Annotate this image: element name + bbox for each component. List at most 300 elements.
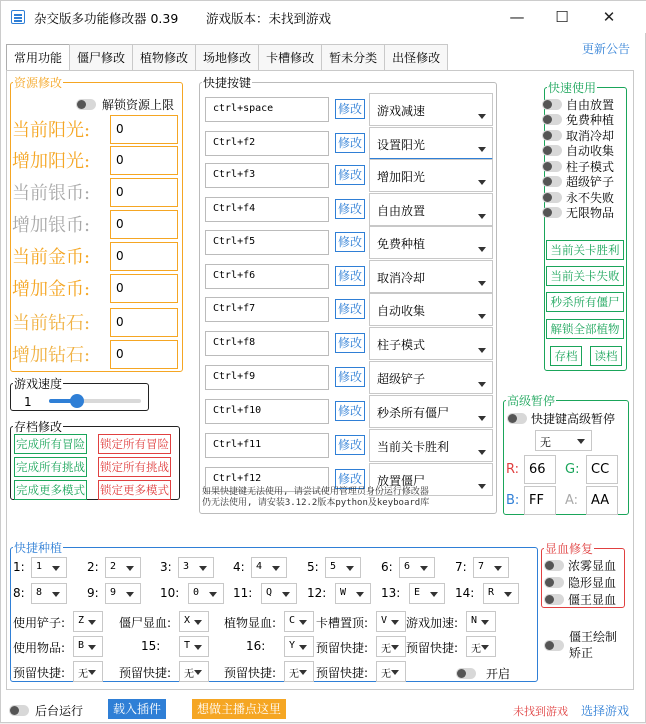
current-silver-input[interactable]: 0	[110, 178, 178, 207]
color-label-g: G:	[565, 462, 580, 477]
toggle-switch[interactable]	[544, 640, 564, 651]
select-value: Q	[266, 587, 273, 598]
hotkey-input[interactable]: Ctrl+f10	[205, 399, 329, 424]
select-value: X	[184, 615, 191, 626]
toggle-switch[interactable]	[542, 207, 562, 218]
chevron-down-icon	[88, 645, 96, 650]
color-label-r: R:	[506, 462, 520, 477]
select-value: 2	[110, 561, 117, 572]
boss-draw-fix-toggle[interactable]	[544, 629, 617, 661]
select-value: 5	[330, 561, 337, 572]
plant-key-select[interactable]	[105, 583, 141, 604]
hotkey-input[interactable]: ctrl+space	[205, 97, 329, 122]
hotkey-note-line: 仍无法使用, 请安装3.12.2版本python及keyboard库	[202, 498, 430, 508]
chevron-down-icon	[478, 214, 486, 219]
plant-key-label: 12:	[307, 586, 327, 600]
tab-uncategorized[interactable]: 暂未分类	[321, 44, 385, 70]
chevron-down-icon	[52, 592, 60, 597]
plant-key-label: 预留快捷:	[316, 641, 369, 655]
fail-level-button[interactable]: 当前关卡失败	[546, 266, 624, 286]
speed-slider-thumb[interactable]	[70, 394, 84, 408]
quick-toggle-item[interactable]	[542, 97, 614, 111]
color-label-b: B:	[506, 493, 520, 508]
archive-legend: 存档修改	[14, 420, 63, 434]
speed-slider-track[interactable]	[49, 399, 141, 403]
chevron-down-icon	[209, 592, 217, 597]
blood-toggle-label: 浓雾显血	[568, 558, 617, 573]
quick-use-legend: 快速使用	[548, 81, 597, 95]
app-icon	[11, 10, 25, 24]
title-bar	[1, 1, 646, 33]
game-version: 游戏版本：未找到游戏	[206, 11, 332, 26]
hotkey-action-select[interactable]	[369, 429, 493, 462]
maximize-button[interactable]: ☐	[555, 8, 569, 26]
chevron-down-icon	[299, 620, 307, 625]
game-not-found-status: 未找到游戏	[513, 705, 568, 718]
plant-key-select[interactable]	[335, 583, 371, 604]
resource-row	[12, 178, 178, 206]
chevron-down-icon	[88, 670, 96, 675]
plant-key-label: 15:	[141, 639, 161, 653]
hotkey-legend: 快捷按键	[203, 76, 252, 90]
plant-key-label: 16:	[246, 639, 266, 653]
hotkey-input[interactable]: Ctrl+f11	[205, 433, 329, 458]
select-value: 无	[471, 644, 481, 655]
plant-key-label: 预留快捷:	[13, 666, 66, 680]
hotkey-input[interactable]: Ctrl+f12	[205, 467, 329, 492]
chevron-down-icon	[478, 180, 486, 185]
toggle-switch[interactable]	[507, 413, 527, 424]
speed-value: 1	[24, 395, 32, 409]
color-b-input[interactable]: FF	[524, 486, 556, 515]
chevron-down-icon	[577, 439, 585, 444]
speed-legend: 游戏速度	[14, 377, 63, 391]
plant-key-select[interactable]	[73, 661, 103, 682]
plant-key-label: 僵尸显血:	[119, 616, 172, 630]
select-game-link[interactable]: 选择游戏	[581, 704, 630, 718]
hotkey-input[interactable]: Ctrl+f8	[205, 331, 329, 356]
load-archive-button[interactable]: 读档	[590, 346, 622, 366]
toggle-switch[interactable]	[9, 705, 29, 716]
complete-challenge-button[interactable]: 完成所有挑战	[14, 457, 87, 477]
plant-key-legend: 快捷种植	[14, 541, 63, 555]
load-plugin-button[interactable]: 载入插件	[108, 699, 166, 719]
plant-key-select[interactable]	[376, 661, 406, 682]
plant-key-label: 9:	[87, 586, 99, 600]
plant-key-label: 2:	[87, 560, 99, 574]
chevron-down-icon	[478, 114, 486, 119]
plant-key-label: 1:	[13, 560, 25, 574]
select-value: 无	[381, 669, 391, 680]
chevron-down-icon	[282, 592, 290, 597]
select-value: 无	[381, 644, 391, 655]
plant-key-label: 14:	[455, 586, 475, 600]
plant-key-select[interactable]	[178, 557, 214, 578]
resource-label: 增加银币:	[12, 215, 91, 236]
plant-key-select[interactable]	[179, 611, 209, 632]
select-value: 无	[289, 669, 299, 680]
resource-label: 当前阳光:	[12, 120, 91, 141]
plant-key-select[interactable]	[31, 557, 67, 578]
add-silver-input[interactable]: 0	[110, 210, 178, 239]
select-value: 1	[36, 561, 43, 572]
chevron-down-icon	[199, 566, 207, 571]
hotkey-edit-button[interactable]: 修改	[335, 299, 365, 319]
plant-key-label: 预留快捷:	[224, 666, 277, 680]
resource-label: 当前银币:	[12, 183, 91, 204]
resource-label: 增加阳光:	[12, 151, 91, 172]
plant-key-select[interactable]	[325, 557, 361, 578]
toggle-switch[interactable]	[542, 145, 562, 156]
chevron-down-icon	[52, 566, 60, 571]
select-value: 6	[404, 561, 411, 572]
plant-key-label: 预留快捷:	[119, 666, 172, 680]
plant-key-select[interactable]	[261, 583, 297, 604]
chevron-down-icon	[391, 645, 399, 650]
hotkey-input[interactable]: Ctrl+f6	[205, 264, 329, 289]
toggle-switch[interactable]	[544, 594, 564, 605]
chevron-down-icon	[126, 566, 134, 571]
chevron-down-icon	[494, 566, 502, 571]
select-value: 4	[256, 561, 263, 572]
select-value: 无	[184, 669, 194, 680]
select-value: 无	[78, 669, 88, 680]
select-value: 秒杀所有僵尸	[377, 406, 450, 420]
hotkey-edit-button[interactable]: 修改	[335, 165, 365, 185]
plant-key-select[interactable]	[284, 661, 314, 682]
hotkey-input[interactable]: Ctrl+f7	[205, 297, 329, 322]
select-value: R	[488, 587, 495, 598]
chevron-down-icon	[478, 348, 486, 353]
hotkey-edit-button[interactable]: 修改	[335, 469, 365, 489]
hotkey-action-select[interactable]	[369, 395, 493, 428]
hotkey-action-select[interactable]	[369, 260, 493, 293]
chevron-down-icon	[272, 566, 280, 571]
select-value: 无	[540, 436, 551, 449]
chevron-down-icon	[194, 645, 202, 650]
chevron-down-icon	[478, 247, 486, 252]
blood-toggle-item[interactable]	[544, 592, 616, 606]
toggle-switch[interactable]	[544, 577, 564, 588]
resource-row	[12, 146, 178, 174]
hotkey-action-select[interactable]	[369, 327, 493, 360]
select-value: Z	[78, 615, 85, 626]
toggle-switch[interactable]	[542, 114, 562, 125]
lock-challenge-button[interactable]: 锁定所有挑战	[98, 457, 171, 477]
quick-toggle-label: 无限物品	[566, 206, 615, 220]
plant-key-label: 4:	[233, 560, 245, 574]
hotkey-edit-button[interactable]: 修改	[335, 401, 365, 421]
hotkey-input[interactable]: Ctrl+f3	[205, 163, 329, 188]
hotkey-input[interactable]: Ctrl+f9	[205, 365, 329, 390]
plant-key-select[interactable]	[73, 611, 103, 632]
current-diamond-input[interactable]: 0	[110, 308, 178, 337]
hotkey-edit-button[interactable]: 修改	[335, 133, 365, 153]
unlock-resource-label: 解锁资源上限	[102, 98, 175, 112]
select-value: 放置僵尸	[377, 474, 426, 488]
tab-field[interactable]: 场地修改	[195, 44, 259, 70]
select-value: 当前关卡胜利	[377, 440, 450, 454]
hotkey-action-select[interactable]	[369, 293, 493, 326]
chevron-down-icon	[481, 645, 489, 650]
unlock-all-plants-button[interactable]: 解锁全部植物	[546, 319, 624, 339]
resource-row	[12, 115, 178, 143]
update-notice-link[interactable]: 更新公告	[582, 42, 631, 56]
select-value: 增加阳光	[377, 170, 426, 184]
toggle-switch[interactable]	[456, 668, 476, 679]
select-value: 3	[183, 561, 190, 572]
hotkey-edit-button[interactable]: 修改	[335, 232, 365, 252]
blood-toggle-label: 僵王显血	[568, 592, 617, 607]
color-g-input[interactable]: CC	[586, 455, 618, 484]
quick-toggle-item[interactable]	[542, 113, 614, 127]
chevron-down-icon	[478, 484, 486, 489]
current-sun-input[interactable]: 0	[110, 115, 178, 144]
select-value: C	[289, 615, 296, 626]
hotkey-action-select[interactable]	[369, 127, 493, 160]
select-value: 柱子模式	[377, 338, 426, 352]
plant-key-select[interactable]	[466, 611, 496, 632]
toggle-switch[interactable]	[542, 192, 562, 203]
plant-key-select[interactable]	[376, 611, 406, 632]
resource-row	[12, 274, 178, 302]
toggle-switch[interactable]	[542, 130, 562, 141]
tab-plant[interactable]: 植物修改	[132, 44, 196, 70]
chevron-down-icon	[478, 450, 486, 455]
select-value: 游戏减速	[377, 104, 426, 118]
quick-toggle-item[interactable]	[542, 128, 614, 142]
hotkey-action-select[interactable]	[369, 361, 493, 394]
hotkey-input[interactable]: Ctrl+f2	[205, 131, 329, 156]
quick-toggle-item[interactable]	[542, 144, 614, 158]
chevron-down-icon	[478, 281, 486, 286]
win-level-button[interactable]: 当前关卡胜利	[546, 240, 624, 260]
complete-more-modes-button[interactable]: 完成更多模式	[14, 480, 87, 500]
boss-draw-fix-line: 矫正	[569, 646, 594, 660]
plant-key-select[interactable]	[466, 636, 496, 657]
unlock-resource-toggle[interactable]	[76, 96, 174, 113]
select-value: Y	[289, 640, 296, 651]
hotkey-note-line: 如果快捷键无法使用, 请尝试使用管理员身份运行修改器	[202, 487, 429, 497]
chevron-down-icon	[88, 620, 96, 625]
plant-key-select[interactable]	[483, 583, 519, 604]
plant-key-label: 卡槽置顶:	[316, 616, 369, 630]
tab-zombie[interactable]: 僵尸修改	[69, 44, 133, 70]
streamer-button[interactable]: 想做主播点这里	[192, 699, 286, 719]
select-value: 9	[110, 587, 117, 598]
plant-key-select[interactable]	[73, 636, 103, 657]
select-value: 超级铲子	[377, 372, 426, 386]
chevron-down-icon	[126, 592, 134, 597]
resource-label: 当前金币:	[12, 247, 91, 268]
plant-key-select[interactable]	[376, 636, 406, 657]
toggle-switch[interactable]	[542, 99, 562, 110]
blood-fix-legend: 显血修复	[545, 542, 594, 556]
tab-bar	[6, 44, 447, 70]
chevron-down-icon	[356, 592, 364, 597]
add-gold-input[interactable]: 0	[110, 274, 178, 303]
plant-key-label: 6:	[381, 560, 393, 574]
plant-key-label: 预留快捷:	[316, 666, 369, 680]
plant-key-select[interactable]	[31, 583, 67, 604]
plant-key-label: 11:	[233, 586, 253, 600]
plant-key-select[interactable]	[179, 636, 209, 657]
plant-key-select[interactable]	[284, 636, 314, 657]
background-run-toggle[interactable]	[9, 702, 83, 719]
plant-key-label: 使用铲子:	[13, 616, 66, 630]
add-diamond-input[interactable]: 0	[110, 340, 178, 369]
chevron-down-icon	[299, 645, 307, 650]
color-r-input[interactable]: 66	[524, 455, 556, 484]
boss-draw-fix-line: 僵王绘制	[569, 630, 618, 644]
resource-row	[12, 340, 178, 368]
hotkey-input[interactable]: Ctrl+f5	[205, 230, 329, 255]
toggle-switch[interactable]	[542, 161, 562, 172]
resource-legend: 资源修改	[14, 76, 63, 90]
select-value: 0	[193, 587, 200, 598]
toggle-switch[interactable]	[542, 176, 562, 187]
plant-key-select[interactable]	[284, 611, 314, 632]
hotkey-edit-button[interactable]: 修改	[335, 266, 365, 286]
blood-toggle-label: 隐形显血	[568, 575, 617, 590]
select-value: V	[381, 615, 388, 626]
quick-toggle-item[interactable]	[542, 175, 614, 189]
quick-toggle-label: 自动收集	[566, 144, 615, 158]
hotkey-edit-button[interactable]: 修改	[335, 435, 365, 455]
select-value: T	[184, 640, 191, 651]
plant-key-label: 使用物品:	[13, 641, 66, 655]
kill-all-zombies-button[interactable]: 秒杀所有僵尸	[546, 292, 624, 312]
minimize-button[interactable]: —	[509, 8, 525, 26]
select-value: 7	[478, 561, 485, 572]
plant-key-enable-toggle[interactable]	[456, 665, 510, 682]
chevron-down-icon	[478, 314, 486, 319]
select-value: 8	[36, 587, 43, 598]
chevron-down-icon	[478, 147, 486, 152]
advanced-pause-legend: 高级暂停	[507, 394, 556, 408]
hotkey-input[interactable]: Ctrl+f4	[205, 197, 329, 222]
lock-more-modes-button[interactable]: 锁定更多模式	[98, 480, 171, 500]
resource-label: 增加金币:	[12, 279, 91, 300]
plant-key-label: 7:	[455, 560, 467, 574]
plant-key-label: 8:	[13, 586, 25, 600]
toggle-switch[interactable]	[544, 560, 564, 571]
plant-key-label: 预留快捷:	[406, 641, 459, 655]
blood-toggle-item[interactable]	[544, 575, 616, 589]
select-value: N	[471, 615, 478, 626]
quick-toggle-label: 免费种植	[566, 113, 615, 127]
status-bar	[1, 695, 646, 724]
select-value: 自由放置	[377, 204, 426, 218]
quick-toggle-item[interactable]	[542, 206, 614, 220]
plant-key-select[interactable]	[105, 557, 141, 578]
hotkey-edit-button[interactable]: 修改	[335, 333, 365, 353]
hotkey-action-select[interactable]	[369, 93, 493, 126]
quick-toggle-label: 永不失败	[566, 190, 615, 205]
resource-label: 增加钻石:	[12, 345, 91, 366]
plant-key-select[interactable]	[179, 661, 209, 682]
plant-key-select[interactable]	[399, 557, 435, 578]
select-value: 自动收集	[377, 304, 426, 318]
select-value: E	[414, 587, 421, 598]
chevron-down-icon	[430, 592, 438, 597]
chevron-down-icon	[478, 416, 486, 421]
tab-common[interactable]: 常用功能	[6, 44, 70, 71]
select-value: W	[340, 587, 347, 598]
window-title: 杂交版多功能修改器 0.39	[34, 11, 179, 26]
plant-key-select[interactable]	[251, 557, 287, 578]
save-archive-button[interactable]: 存档	[550, 346, 582, 366]
toggle-switch[interactable]	[76, 99, 96, 110]
tab-spawn[interactable]: 出怪修改	[384, 44, 448, 70]
close-button[interactable]: ✕	[602, 8, 616, 26]
plant-key-select[interactable]	[409, 583, 445, 604]
advanced-pause-toggle[interactable]	[507, 410, 615, 427]
quick-toggle-label: 超级铲子	[566, 175, 615, 189]
advanced-pause-label: 快捷键高级暂停	[531, 412, 616, 426]
plant-key-label: 13:	[381, 586, 401, 600]
quick-toggle-label: 取消冷却	[566, 128, 615, 143]
resource-row	[12, 210, 178, 238]
chevron-down-icon	[478, 382, 486, 387]
select-value: B	[78, 640, 85, 651]
chevron-down-icon	[194, 670, 202, 675]
chevron-down-icon	[391, 620, 399, 625]
quick-toggle-item[interactable]	[542, 159, 614, 173]
color-label-a: A:	[565, 493, 579, 508]
background-run-label: 后台运行	[35, 704, 84, 718]
chevron-down-icon	[391, 670, 399, 675]
select-value: 取消冷却	[377, 271, 426, 285]
hotkey-edit-button[interactable]: 修改	[335, 367, 365, 387]
quick-toggle-label: 柱子模式	[566, 159, 615, 174]
chevron-down-icon	[420, 566, 428, 571]
add-sun-input[interactable]: 0	[110, 146, 178, 175]
chevron-down-icon	[504, 592, 512, 597]
quick-toggle-label: 自由放置	[566, 97, 615, 112]
plant-key-label: 10:	[160, 586, 180, 600]
select-value: 免费种植	[377, 237, 426, 251]
advanced-pause-select[interactable]	[535, 430, 592, 451]
hotkey-edit-button[interactable]: 修改	[335, 199, 365, 219]
hotkey-edit-button[interactable]: 修改	[335, 99, 365, 119]
enable-label: 开启	[486, 667, 511, 681]
resource-row	[12, 308, 178, 336]
boss-draw-fix-label	[569, 629, 617, 661]
quick-toggle-item[interactable]	[542, 190, 614, 204]
hotkey-action-select[interactable]	[369, 193, 493, 226]
color-a-input[interactable]: AA	[586, 486, 618, 515]
chevron-down-icon	[481, 620, 489, 625]
blood-toggle-item[interactable]	[544, 558, 616, 572]
chevron-down-icon	[346, 566, 354, 571]
tab-card-slot[interactable]: 卡槽修改	[258, 44, 322, 70]
hotkey-note	[202, 487, 429, 509]
hotkey-action-select[interactable]	[369, 226, 493, 259]
current-gold-input[interactable]: 0	[110, 242, 178, 271]
plant-key-select[interactable]	[473, 557, 509, 578]
plant-key-label: 3:	[160, 560, 172, 574]
lock-adventure-button[interactable]: 锁定所有冒险	[98, 434, 171, 454]
plant-key-label: 5:	[307, 560, 319, 574]
plant-key-select[interactable]	[188, 583, 224, 604]
resource-label: 当前钻石:	[12, 313, 91, 334]
complete-adventure-button[interactable]: 完成所有冒险	[14, 434, 87, 454]
chevron-down-icon	[299, 670, 307, 675]
hotkey-action-select[interactable]	[369, 159, 493, 192]
select-value: 设置阳光	[377, 138, 426, 152]
plant-key-label: 植物显血:	[224, 616, 277, 630]
